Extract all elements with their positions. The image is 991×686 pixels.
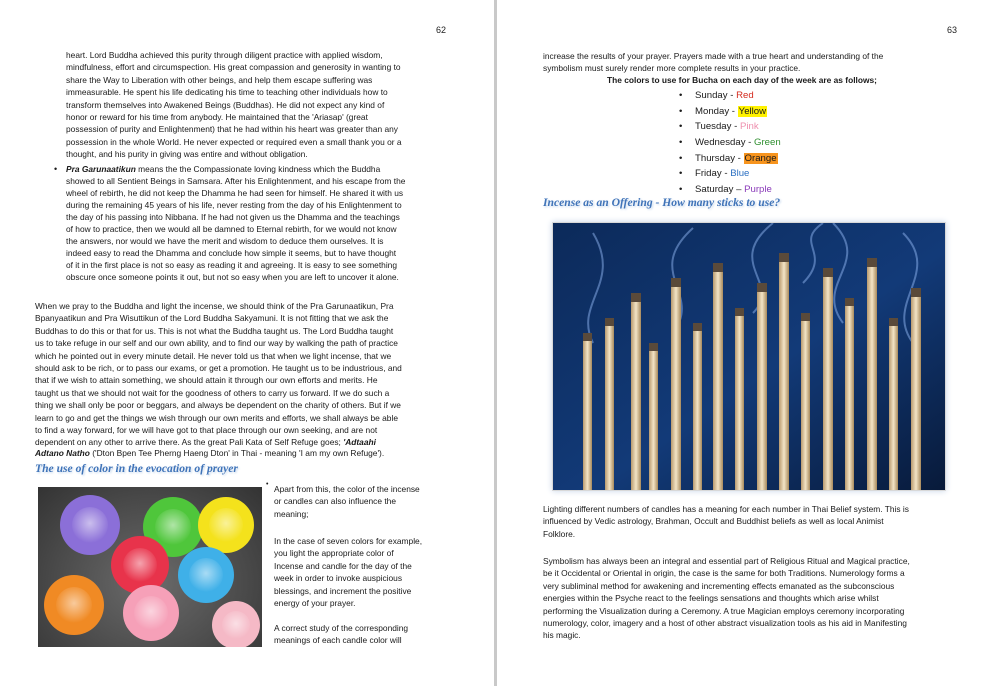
incense-sticks-photo bbox=[552, 222, 946, 491]
day-name: Tuesday - bbox=[695, 121, 740, 133]
text-line: immeasurable. He spent his life dedicating his time to teaching other individuals how to bbox=[66, 87, 388, 98]
text-line: influenced by Vedic astrology, Brahman, Occult and Buddhist beliefs as well as local Animist bbox=[543, 516, 884, 527]
day-item bbox=[679, 119, 781, 135]
text-line: possession of purity and Enlightenment) that he had within his heart was greater than any bbox=[66, 124, 398, 135]
text-line: learn to go and get the things we wish through our own merits and efforts, we shall always be able bbox=[35, 412, 398, 423]
text-line: or candles can also influence the bbox=[274, 496, 396, 507]
text-line: Buddhas to do this or that for us. This is not what the Buddha taught us. The Lord Buddha taught bbox=[35, 325, 394, 336]
bullet-first-line-text: means the the Compassionate loving kindness which the Buddha bbox=[135, 164, 381, 174]
text-line: his magic. bbox=[543, 630, 581, 641]
text-line: numerology, color, imagery and a host of other abstract visualization tools as his aid in Manifesting bbox=[543, 618, 907, 628]
day-name: Friday - bbox=[695, 168, 731, 180]
quote-bold-2: Adtano Natho bbox=[35, 448, 90, 458]
quote-rest: ('Dton Bpen Tee Pherng Haeng Dton' in Thai - meaning 'I am my own Refuge'). bbox=[89, 448, 385, 458]
incense-illustration bbox=[553, 223, 945, 490]
text-line: week in order to invoke auspicious bbox=[274, 573, 403, 584]
day-color: Red bbox=[736, 90, 754, 101]
text-line: A correct study of the corresponding bbox=[274, 623, 409, 633]
day-item bbox=[679, 166, 781, 182]
text-line: energies within the Psyche react to the feelings sensations and thoughts which arise whilst bbox=[543, 593, 879, 604]
day-color: Orange bbox=[744, 152, 777, 164]
day-color: Purple bbox=[744, 184, 772, 196]
day-color-list bbox=[679, 88, 781, 198]
text-line: Symbolism has always been an integral and essential part of Religious Ritual and Magical practice, bbox=[543, 556, 910, 566]
text-line: should ask to be rich, or to pass our exams, or get a promotion. He taught us to be industrious, and bbox=[35, 363, 402, 373]
day-color: Yellow bbox=[738, 105, 767, 117]
text-line: obscure once someone points it out, but not so easy when you are left to uncover it alone. bbox=[66, 272, 399, 282]
text-line: which he pointed out in every minute detail. He never told us that when we light incense, that we bbox=[35, 350, 392, 361]
text-line: thought, and his purity in giving was entire and without obligation. bbox=[66, 149, 308, 160]
text-line: transform themselves into Awakened Beings (Buddhas). He did not expect any kind of bbox=[66, 99, 385, 110]
text-line: blessings, and increment the positive bbox=[274, 585, 412, 596]
day-item bbox=[679, 151, 781, 167]
text-line: Folklore. bbox=[543, 528, 576, 539]
quote-bold-1: 'Adtaahi bbox=[343, 437, 376, 448]
text-line: you light the appropriate color of bbox=[274, 548, 394, 559]
day-item bbox=[679, 104, 781, 120]
text-line: be it Occidental or Oriental in origin, the case is the same for both Traditions. Numerology forms a bbox=[543, 568, 905, 579]
day-color: Blue bbox=[730, 168, 750, 180]
text-line: increase the results of your prayer. Prayers made with a true heart and understanding of the bbox=[543, 51, 884, 61]
candle-red bbox=[111, 536, 169, 594]
left-page bbox=[0, 0, 494, 686]
text-line: wheel of rebirth, he did not keep the Dhamma he had seen for himself. He shared it with us bbox=[66, 188, 404, 198]
text-line: meaning; bbox=[274, 508, 309, 519]
text-line: Apart from this, the color of the incense bbox=[274, 484, 420, 494]
text-line: indeed easy to read the Dhamma and conclude how simple it seems, but to have thought bbox=[66, 248, 397, 258]
text-line: share the Way to Liberation with other beings, and help them escape suffering was bbox=[66, 74, 373, 85]
candle-purple bbox=[60, 495, 120, 555]
bullet-icon: • bbox=[54, 164, 58, 174]
text-line: heart. Lord Buddha achieved this purity through diligent practice with applied wisdom, bbox=[66, 50, 383, 60]
day-name: Wednesday - bbox=[695, 137, 755, 149]
section-heading: The use of color in the evocation of prayer bbox=[35, 462, 238, 475]
text-line: taught us that we should not wait for the goodness of others to carry us forward. If we do such a bbox=[35, 387, 390, 398]
day-color: Green bbox=[754, 137, 781, 149]
text-line: thing we shall only be poor or beggars, and always be dependent on the charity of others. But if we bbox=[35, 400, 401, 411]
text-line: Bpanyaatikun and Pra Wisuttikun of the Lord Buddha Sakyamuni. It is not fitting that we ask the bbox=[35, 313, 389, 324]
day-item bbox=[679, 135, 781, 151]
text-line: In the case of seven colors for example, bbox=[274, 536, 423, 546]
text-line: performing the Visualization during a Ceremony. A true Magician employs ceremony incorporating bbox=[543, 605, 905, 616]
text-line: Lighting different numbers of candles has a meaning for each number in Thai Belief system. This is bbox=[543, 504, 909, 514]
text-line: the day of his passing into Nibbana. If he had not given us the Dhamma and the teachings bbox=[66, 212, 400, 222]
candle-yellow bbox=[198, 497, 254, 553]
day-name: Monday - bbox=[695, 105, 738, 117]
quote-line bbox=[35, 448, 384, 459]
day-name: Saturday – bbox=[695, 184, 745, 196]
text-line: during the remaining 45 years of his life, never resting from the day of his Enlightenment to bbox=[66, 200, 402, 210]
text-line: energy of your prayer. bbox=[274, 598, 356, 608]
text-line: Incense and candle for the day of the bbox=[274, 560, 412, 571]
text-line: the answers, nor would we have the merit and wisdom to deduce them ourselves. It is bbox=[66, 236, 384, 246]
candle-blue bbox=[178, 547, 234, 603]
candle-orange bbox=[44, 575, 104, 635]
text-line: that if we wish to attain something, we should attain it through our own efforts and merits. He bbox=[35, 375, 378, 386]
bullet-first-line bbox=[66, 164, 380, 175]
text-line: of it in the first place is not so easy as reading it and agreeing. It is easy to see something bbox=[66, 260, 397, 270]
colored-candles-photo bbox=[38, 487, 262, 647]
text-line: meanings of each candle color will bbox=[274, 635, 402, 646]
text-line: honor or reward for his time from anybody. He maintained that the 'Ariasap' (great bbox=[66, 112, 368, 122]
incense-heading: Incense as an Offering - How many sticks to use? bbox=[543, 196, 781, 209]
candle-pink bbox=[123, 585, 179, 641]
day-item bbox=[679, 88, 781, 104]
text-line: dependent on any other to arrive there. As the great Pali Kata of Self Refuge goes; 'Adtaahi bbox=[35, 437, 376, 448]
candle-pink-2 bbox=[212, 601, 260, 647]
text-line: mindfulness, effort and circumspection. His great compassion and generosity in wanting to bbox=[66, 62, 401, 73]
day-name: Sunday - bbox=[695, 90, 737, 101]
text-line: When we pray to the Buddha and light the incense, we should think of the Pra Garunaatikun, Pra bbox=[35, 301, 394, 311]
day-color: Pink bbox=[739, 121, 759, 133]
small-bullet-icon: • bbox=[266, 481, 269, 488]
bullet-term: Pra Garunaatikun bbox=[66, 164, 136, 174]
text-line: to find a way forward, for we will have got to that place through our own seeking, and are not bbox=[35, 425, 378, 435]
page-number: 63 bbox=[947, 25, 958, 35]
text-line: very subliminal method for awakening and incrementing effects emanated as the subconscious bbox=[543, 580, 895, 591]
text-line: possession in the whole World. He never expected or required even a small thank you or a bbox=[66, 136, 402, 147]
text-line: showed to all Sentient Beings in Samsara. After his Enlightenment, and his escape from the bbox=[66, 176, 406, 186]
candles-illustration bbox=[38, 487, 262, 647]
page-number: 62 bbox=[436, 25, 447, 35]
text-line: of how to practice, then we would all be damned to Eternal rebirth, for we would not know bbox=[66, 224, 397, 234]
text-line: symbolism must surely render more complete results in your practice. bbox=[543, 63, 801, 74]
day-name: Thursday - bbox=[695, 152, 744, 164]
text-line: us to take refuge in our self and our own ability, and to find our way by walking the path of practice bbox=[35, 338, 398, 349]
colors-heading: The colors to use for Bucha on each day of the week are as follows; bbox=[607, 75, 877, 85]
